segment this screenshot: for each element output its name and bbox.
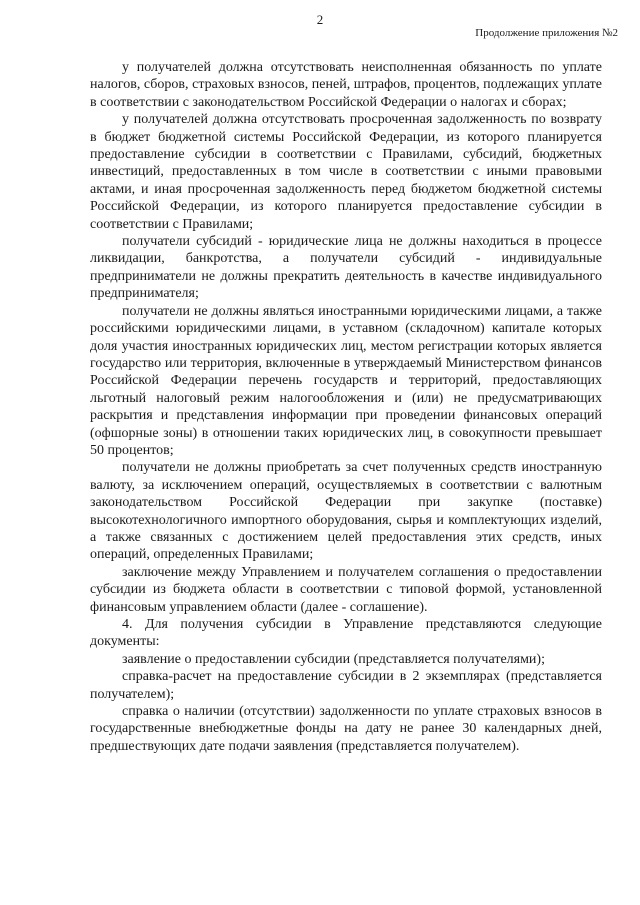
paragraph-agreement: заключение между Управлением и получателем соглашения о предоставлении субсидии из бюджета области в соответствии с типовой формой, установленной финансовым управлением области (далее - соглашение). xyxy=(90,564,602,615)
paragraph-application: заявление о предоставлении субсидии (представляется получателями); xyxy=(122,651,545,667)
document-body xyxy=(90,59,602,755)
paragraph-calculation: справка-расчет на предоставление субсидии в 2 экземплярах (представляется получателем); xyxy=(90,669,602,702)
paragraph-no-tax-debt: у получателей должна отсутствовать неисполненная обязанность по уплате налогов, сборов, страховых взносов, пеней, штрафов, процентов, подлежащих уплате в соответствии с законодательством Российской Федерации о налогах и сборах; xyxy=(90,60,602,110)
paragraph-no-liquidation: получатели субсидий - юридические лица не должны находиться в процессе ликвидации, банкротства, а получатели субсидий - индивидуальные предприниматели не должны прекратить деятельность в качестве индивидуального предпринимателя; xyxy=(90,234,602,302)
paragraph-no-foreign-currency: получатели не должны приобретать за счет полученных средств иностранную валюту, за исключением операций, осуществляемых в соответствии с валютным законодательством Российской Федерации при закупке (поставке) высокотехнологичного импортного оборудования, сырья и комплектующих изделий, а также связанных с достижением целей предоставления этих средств, иных операций, определенных Правилами; xyxy=(90,460,602,563)
continuation-note: Продолжение приложения №2 xyxy=(475,27,618,39)
paragraph-documents-heading: 4. Для получения субсидии в Управление представляются следующие документы: xyxy=(90,617,602,650)
page-number: 2 xyxy=(316,12,324,27)
paragraph-no-foreign-entity: получатели не должны являться иностранными юридическими лицами, а также российскими юридическими лицами, в уставном (складочном) капитале которых доля участия иностранных юридических лиц, местом регистрации которых является государство или территория, включенные в утверждаемый Министерством финансов Российской Федерации перечень государств и территорий, предоставляющих льготный налоговый режим налогообложения и (или) не предусматривающих раскрытия и представления информации при проведении финансовых операций (офшорные зоны) в отношении таких юридических лиц, в совокупности превышает 50 процентов; xyxy=(90,303,602,458)
paragraph-debt-certificate: справка о наличии (отсутствии) задолженности по уплате страховых взносов в государственные внебюджетные фонды на дату не ранее 30 календарных дней, предшествующих дате подачи заявления (представляется получателем). xyxy=(90,704,602,754)
paragraph-no-overdue-debt: у получателей должна отсутствовать просроченная задолженность по возврату в бюджет бюджетной системы Российской Федерации, из которого планируется предоставление субсидии в соответствии с Правилами, субсидий, бюджетных инвестиций, предоставленных в том числе в соответствии с иными правовыми актами, и иная просроченная задолженность перед бюджетом бюджетной системы Российской Федерации, из которого планируется предоставление субсидии в соответствии с Правилами; xyxy=(90,112,602,232)
